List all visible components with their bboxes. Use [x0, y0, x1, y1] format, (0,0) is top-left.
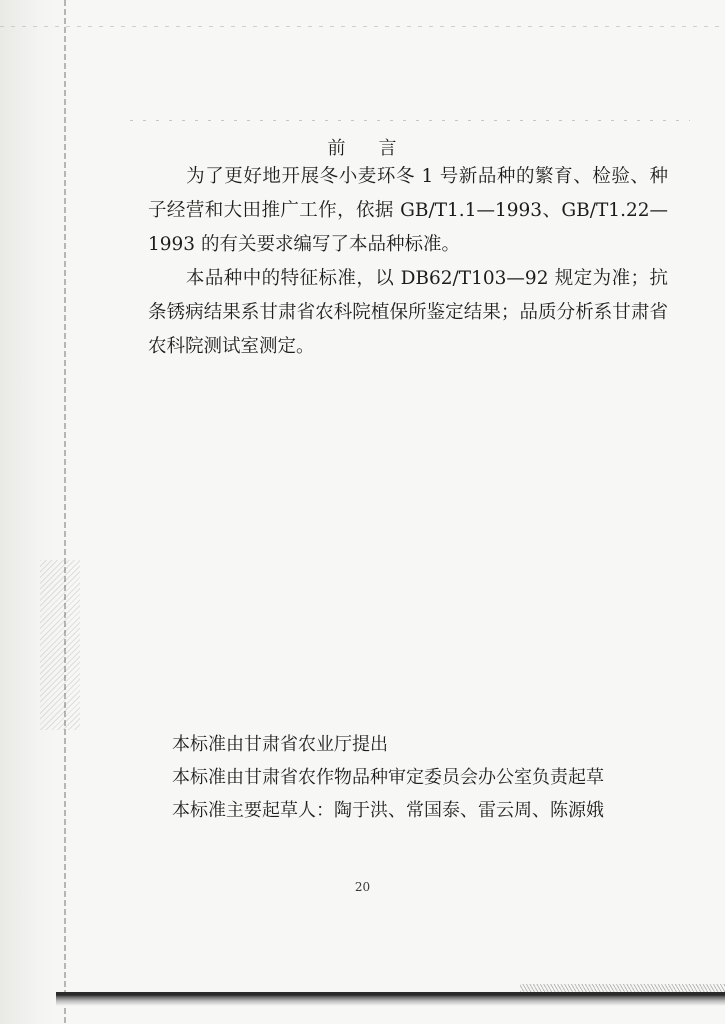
credit-drafting-unit: 本标准由甘肃省农作物品种审定委员会办公室负责起草 [172, 767, 604, 788]
scan-top-dotted-line [0, 26, 725, 27]
title-char-2: 言 [378, 138, 398, 159]
scan-header-dotted-line [130, 120, 690, 121]
scan-bottom-shadow [56, 992, 725, 1006]
credits-block [172, 728, 662, 827]
title-char-1: 前 [327, 138, 347, 159]
page-title [0, 134, 725, 160]
credit-proposer: 本标准由甘肃省农业厅提出 [172, 734, 388, 755]
paragraph-2: 本品种中的特征标准，以 DB62/T103—92 规定为准；抗条锈病结果系甘肃省农科院植保所鉴定结果；品质分析系甘肃省农科院测试室测定。 [148, 268, 668, 357]
scan-noise-left [40, 560, 80, 730]
credit-drafters: 本标准主要起草人：陶于洪、常国泰、雷云周、陈源娥 [172, 800, 604, 821]
page-number: 20 [354, 880, 371, 894]
paragraph-1: 为了更好地开展冬小麦环冬 1 号新品种的繁育、检验、种子经营和大田推广工作，依据 GB/T1.1—1993、GB/T1.22—1993 的有关要求编写了本品种标准。 [148, 166, 668, 255]
